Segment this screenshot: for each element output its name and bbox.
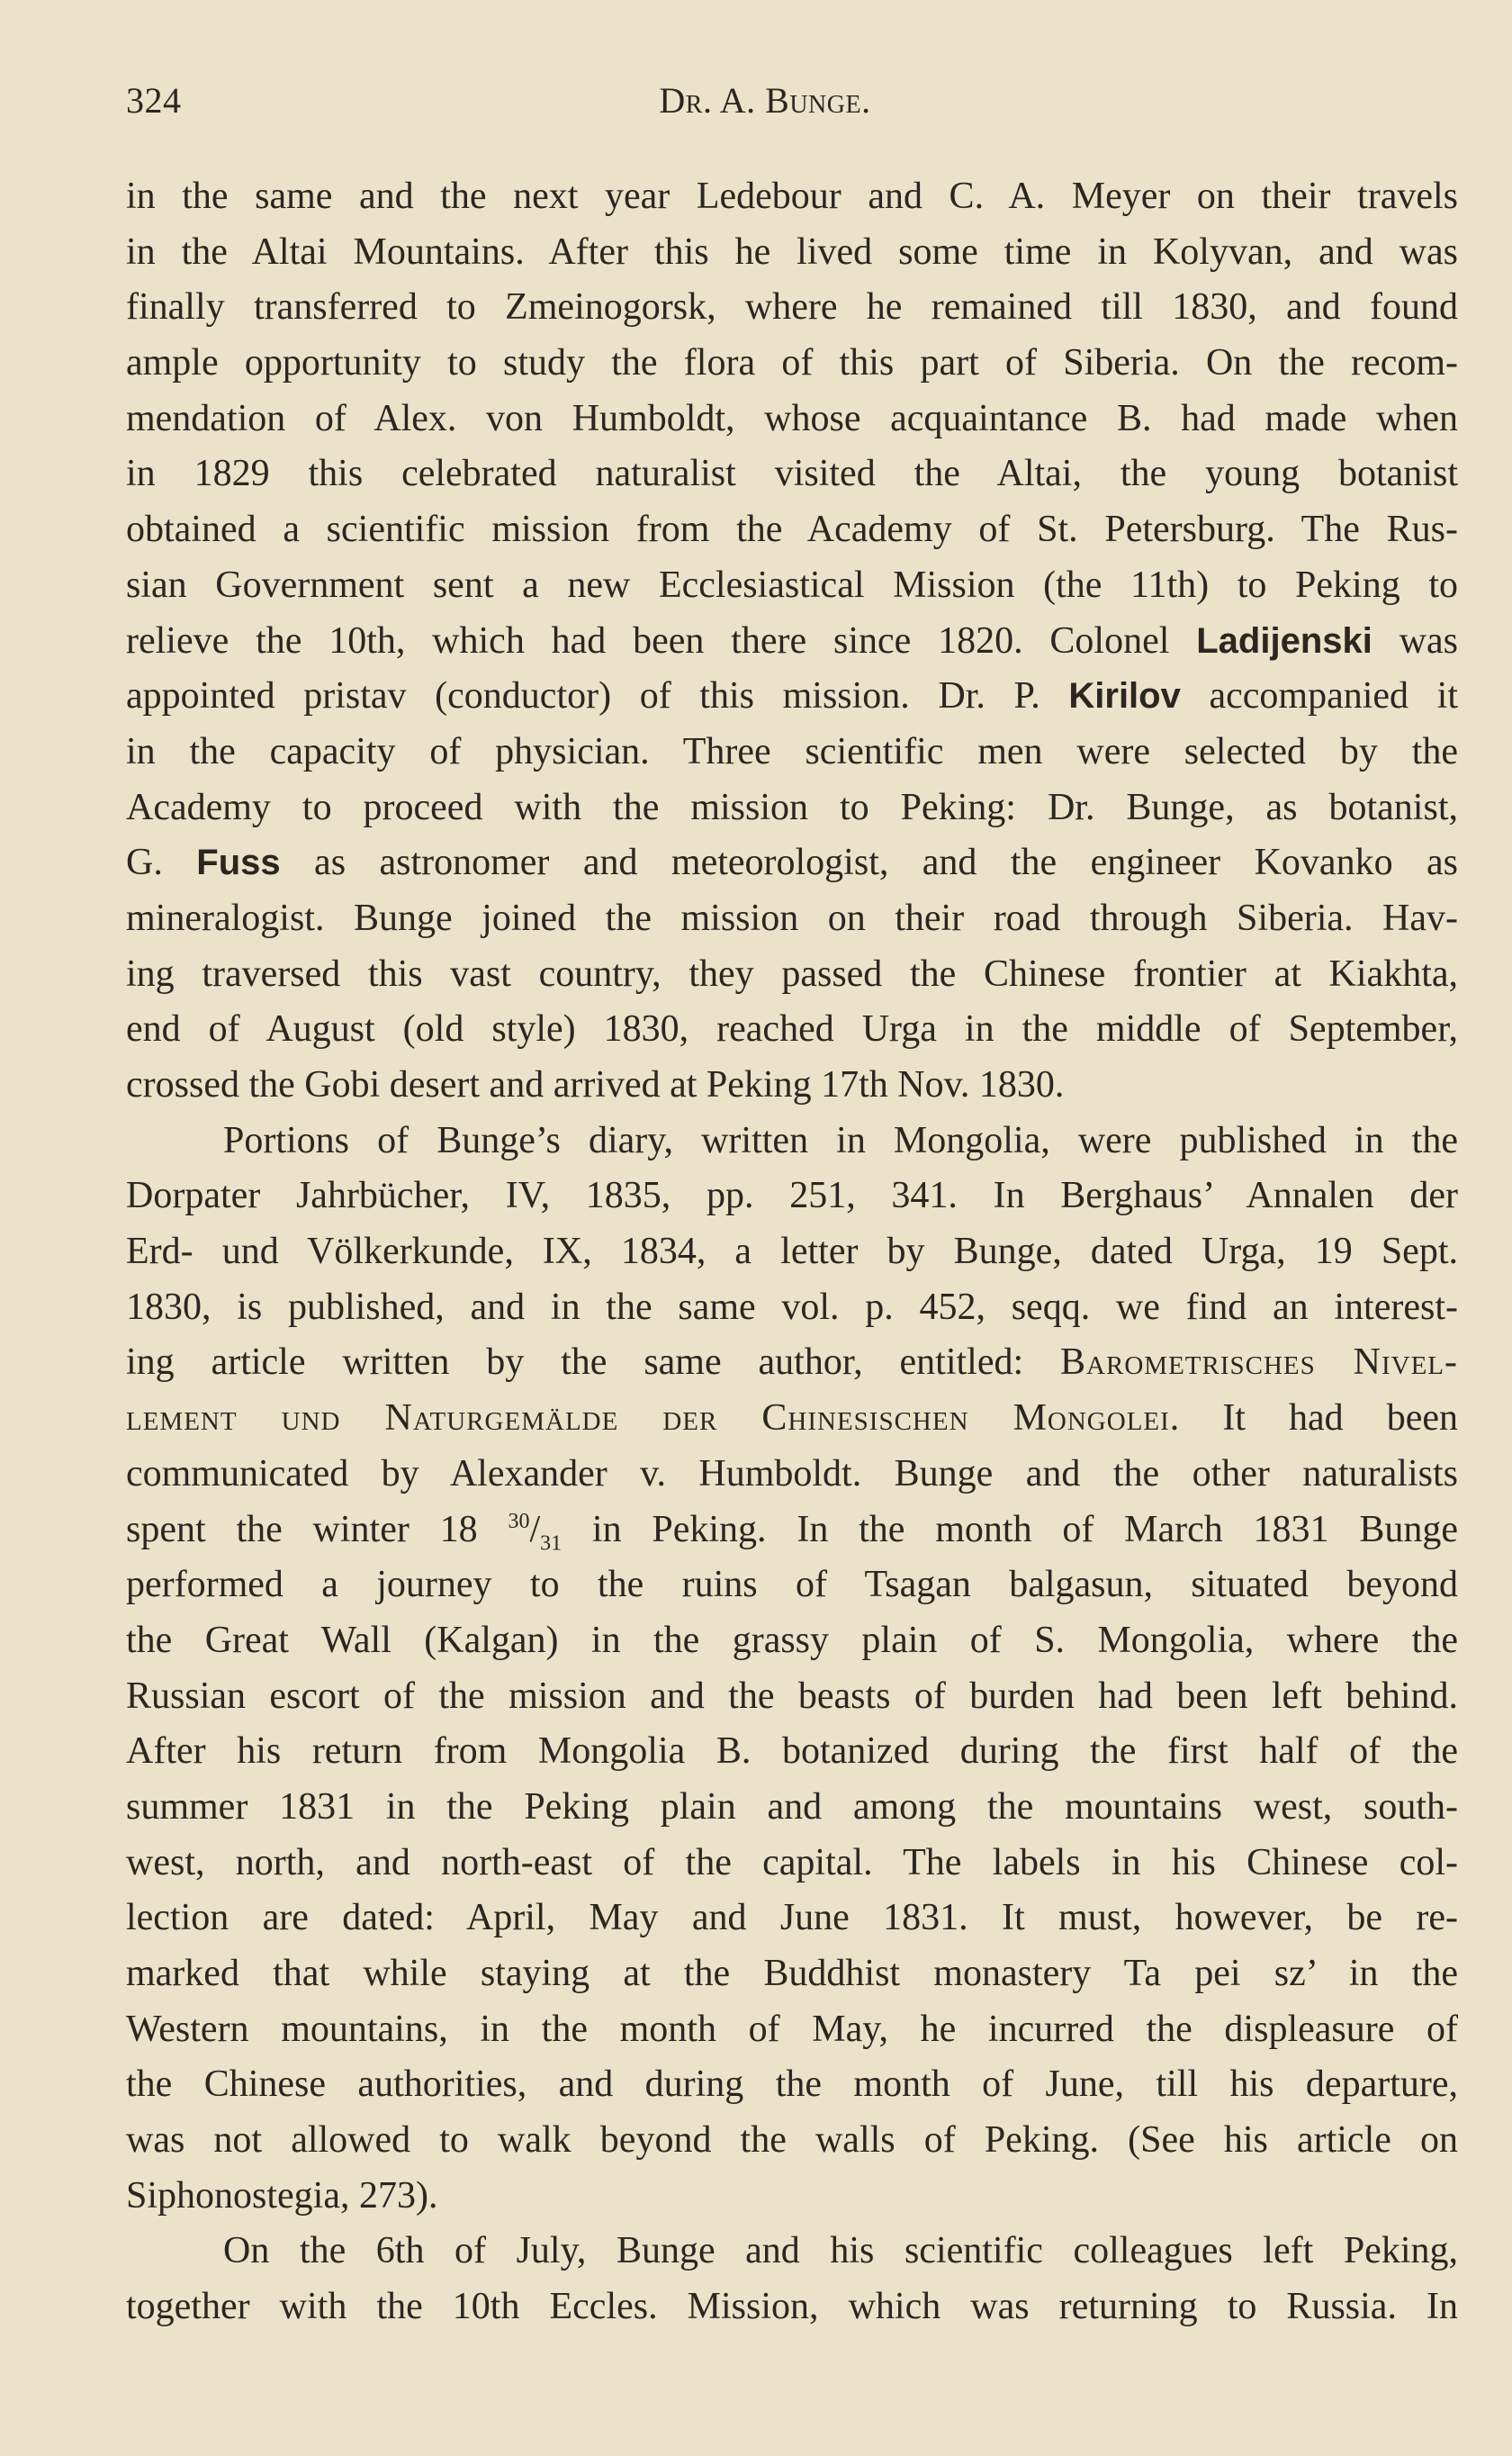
- text-run: spent the winter 18: [126, 1508, 508, 1550]
- text-line: [126, 1946, 1458, 2002]
- text-line: [126, 2057, 1458, 2113]
- text-run: finally transferred to Zmeinogorsk, where he remained till 1830, and found: [126, 286, 1458, 329]
- text-line: [126, 1613, 1458, 1669]
- text-run: was not allowed to walk beyond the walls of Peking. (See his article on: [126, 2119, 1458, 2162]
- text-run: lection are dated: April, May and June 1831. It must, however, be re-: [126, 1897, 1458, 1939]
- running-head: Dr. A. Bunge.: [659, 80, 871, 121]
- text-run: communicated by Alexander v. Humboldt. Bunge and the other naturalists: [126, 1452, 1458, 1494]
- text-line: [126, 336, 1458, 392]
- text-line: [126, 1836, 1458, 1892]
- text-run: the Great Wall (Kalgan) in the grassy plain of S. Mongolia, where the: [126, 1619, 1458, 1661]
- text-line: [126, 1280, 1458, 1336]
- text-line: [126, 614, 1458, 670]
- text-line: [126, 1335, 1458, 1391]
- text-run: sian Government sent a new Ecclesiastical Mission (the 11th) to Peking to: [126, 564, 1458, 606]
- text-line: [126, 1724, 1458, 1780]
- text-line: [126, 1503, 1458, 1558]
- text-line: [126, 2169, 1458, 2225]
- article-title: Barometrisches Nivel-: [1060, 1341, 1458, 1384]
- body-text: [126, 169, 1458, 2335]
- text-line: [126, 947, 1458, 1003]
- text-line: [126, 2113, 1458, 2169]
- text-run: mineralogist. Bunge joined the mission on their road through Siberia. Hav-: [126, 897, 1458, 939]
- text-run: appointed pristav (conductor) of this mission. Dr. P.: [126, 675, 1069, 718]
- person-name: Ladijenski: [1196, 620, 1372, 661]
- paragraph-start-line: [126, 1114, 1458, 1169]
- text-run: /: [529, 1508, 541, 1550]
- person-name: Kirilov: [1068, 676, 1181, 717]
- paragraph-start-line: [126, 2224, 1458, 2280]
- text-run: marked that while staying at the Buddhist monastery Ta pei sz’ in the: [126, 1953, 1458, 1994]
- text-run: Erd- und Völkerkunde, IX, 1834, a letter by Bunge, dated Urga, 19 Sept.: [126, 1231, 1458, 1273]
- text-run: accompanied it: [1180, 675, 1458, 718]
- text-run: crossed the Gobi desert and arrived at Peking 17th Nov. 1830.: [126, 1064, 1065, 1106]
- text-run: Academy to proceed with the mission to Peking: Dr. Bunge, as botanist,: [126, 786, 1458, 828]
- text-run: ample opportunity to study the flora of this part of Siberia. On the recom-: [126, 342, 1458, 384]
- text-run: After his return from Mongolia B. botanized during the first half of the: [126, 1730, 1458, 1773]
- text-run: relieve the 10th, which had been there since 1820. Colonel: [126, 619, 1197, 662]
- text-run: Western mountains, in the month of May, he incurred the displeasure of: [126, 2008, 1458, 2050]
- text-run: mendation of Alex. von Humboldt, whose acquaintance B. had made when: [126, 397, 1458, 439]
- text-run: Portions of Bunge’s diary, written in Mongolia, were published in the: [223, 1119, 1458, 1161]
- text-line: [126, 2280, 1458, 2335]
- text-line: [126, 1169, 1458, 1224]
- text-run: performed a journey to the ruins of Tsagan balgasun, situated beyond: [126, 1564, 1458, 1606]
- text-run: . It had been: [1169, 1397, 1458, 1440]
- text-run: together with the 10th Eccles. Mission, which was returning to Russia. In: [126, 2286, 1458, 2328]
- text-line: [126, 669, 1458, 725]
- text-run: ing traversed this vast country, they passed the Chinese frontier at Kiakhta,: [126, 953, 1458, 995]
- text-run: end of August (old style) 1830, reached Urga in the middle of September,: [126, 1008, 1458, 1051]
- text-run: obtained a scientific mission from the Academy of St. Petersburg. The Rus-: [126, 509, 1458, 551]
- text-run: Siphonostegia, 273).: [126, 2174, 438, 2217]
- text-line: [126, 1891, 1458, 1946]
- text-run: On the 6th of July, Bunge and his scientific colleagues left Peking,: [223, 2230, 1458, 2272]
- text-run: in the capacity of physician. Three scientific men were selected by the: [126, 730, 1458, 772]
- text-run: 1830, is published, and in the same vol. p. 452, seqq. we find an interest-: [126, 1286, 1458, 1328]
- text-line: [126, 1558, 1458, 1613]
- text-run: ing article written by the same author, entitled:: [126, 1341, 1061, 1384]
- text-line: [126, 725, 1458, 781]
- person-name: Fuss: [196, 843, 281, 883]
- text-run: in the Altai Mountains. After this he lived some time in Kolyvan, and was: [126, 230, 1458, 273]
- text-line: [126, 447, 1458, 502]
- text-line: [126, 891, 1458, 947]
- text-line: [126, 1780, 1458, 1836]
- text-line: [126, 1447, 1458, 1503]
- text-line: [126, 1058, 1458, 1114]
- text-run: west, north, and north-east of the capital. The labels in his Chinese col-: [126, 1841, 1458, 1883]
- text-line: [126, 1669, 1458, 1725]
- text-run: in Peking. In the month of March 1831 Bunge: [562, 1508, 1459, 1550]
- text-run: in the same and the next year Ledebour and C. A. Meyer on their travels: [126, 176, 1458, 217]
- text-line: [126, 169, 1458, 225]
- text-line: [126, 280, 1458, 336]
- text-line: [126, 781, 1458, 836]
- text-run: Russian escort of the mission and the beasts of burden had been left behind.: [126, 1675, 1458, 1717]
- text-line: [126, 392, 1458, 447]
- text-line: [126, 835, 1458, 891]
- text-line: [126, 1002, 1458, 1058]
- fraction-denominator: 31: [540, 1530, 562, 1555]
- text-line: [126, 558, 1458, 614]
- text-run: summer 1831 in the Peking plain and among the mountains west, south-: [126, 1785, 1458, 1828]
- text-run: was: [1372, 619, 1458, 662]
- text-line: [126, 225, 1458, 281]
- page-number: 324: [126, 80, 182, 121]
- text-line: [126, 1224, 1458, 1280]
- text-line: [126, 2002, 1458, 2058]
- text-run: in 1829 this celebrated naturalist visited the Altai, the young botanist: [126, 453, 1458, 495]
- text-run: the Chinese authorities, and during the month of June, till his departure,: [126, 2063, 1458, 2106]
- text-run: G.: [126, 842, 197, 884]
- page-header: [126, 79, 1458, 133]
- text-line: [126, 502, 1458, 558]
- article-title: lement und Naturgemälde der Chinesischen Mongolei: [126, 1397, 1170, 1440]
- text-line: [126, 1391, 1458, 1447]
- text-run: as astronomer and meteorologist, and the engineer Kovanko as: [280, 842, 1458, 884]
- fraction-numerator: 30: [508, 1509, 530, 1533]
- text-run: Dorpater Jahrbücher, IV, 1835, pp. 251, 341. In Berghaus’ Annalen der: [126, 1175, 1458, 1217]
